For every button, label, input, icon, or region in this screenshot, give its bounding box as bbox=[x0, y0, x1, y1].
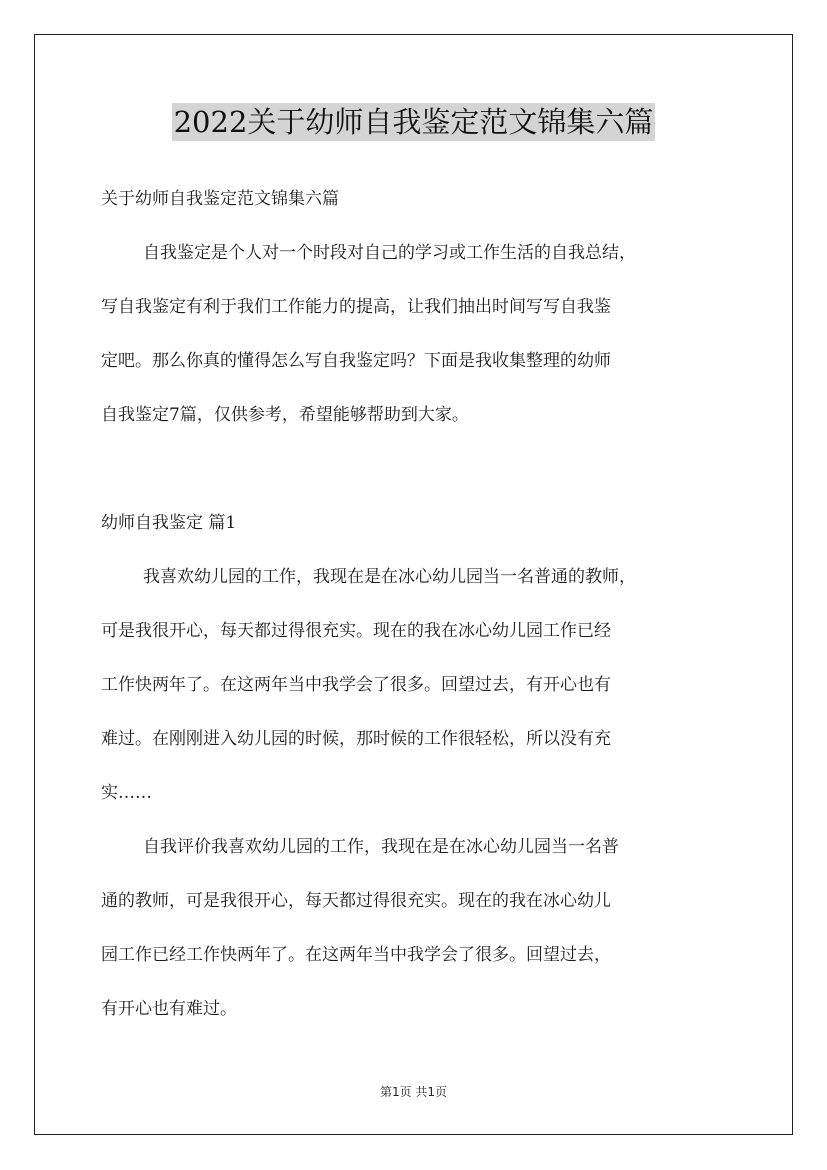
title-container bbox=[0, 103, 827, 141]
paragraph-line: 自我评价我喜欢幼儿园的工作，我现在是在冰心幼儿园当一名普 bbox=[143, 837, 619, 857]
document-subtitle: 关于幼师自我鉴定范文锦集六篇 bbox=[101, 189, 339, 209]
paragraph-line: 我喜欢幼儿园的工作，我现在是在冰心幼儿园当一名普通的教师， bbox=[143, 567, 636, 587]
paragraph-line: 可是我很开心，每天都过得很充实。现在的我在冰心幼儿园工作已经 bbox=[101, 621, 611, 641]
paragraph-line: 有开心也有难过。 bbox=[101, 999, 237, 1019]
document-body bbox=[101, 172, 741, 1036]
paragraph-line: 难过。在刚刚进入幼儿园的时候，那时候的工作很轻松，所以没有充 bbox=[101, 729, 611, 749]
intro-line: 定吧。那么你真的懂得怎么写自我鉴定吗？下面是我收集整理的幼师 bbox=[101, 351, 611, 371]
section-heading: 幼师自我鉴定 篇1 bbox=[101, 513, 237, 533]
page-footer: 第1页 共1页 bbox=[379, 1085, 448, 1099]
paragraph-line: 园工作已经工作快两年了。在这两年当中我学会了很多。回望过去， bbox=[101, 945, 611, 965]
intro-line: 自我鉴定是个人对一个时段对自己的学习或工作生活的自我总结， bbox=[143, 243, 636, 263]
paragraph-line: 实…… bbox=[101, 783, 152, 803]
intro-line: 写自我鉴定有利于我们工作能力的提高，让我们抽出时间写写自我鉴 bbox=[101, 297, 611, 317]
intro-line: 自我鉴定7篇，仅供参考，希望能够帮助到大家。 bbox=[101, 405, 469, 425]
paragraph-line: 工作快两年了。在这两年当中我学会了很多。回望过去，有开心也有 bbox=[101, 675, 611, 695]
paragraph-line: 通的教师，可是我很开心，每天都过得很充实。现在的我在冰心幼儿 bbox=[101, 891, 611, 911]
blank-line bbox=[101, 442, 741, 496]
document-title: 2022关于幼师自我鉴定范文锦集六篇 bbox=[173, 105, 654, 139]
